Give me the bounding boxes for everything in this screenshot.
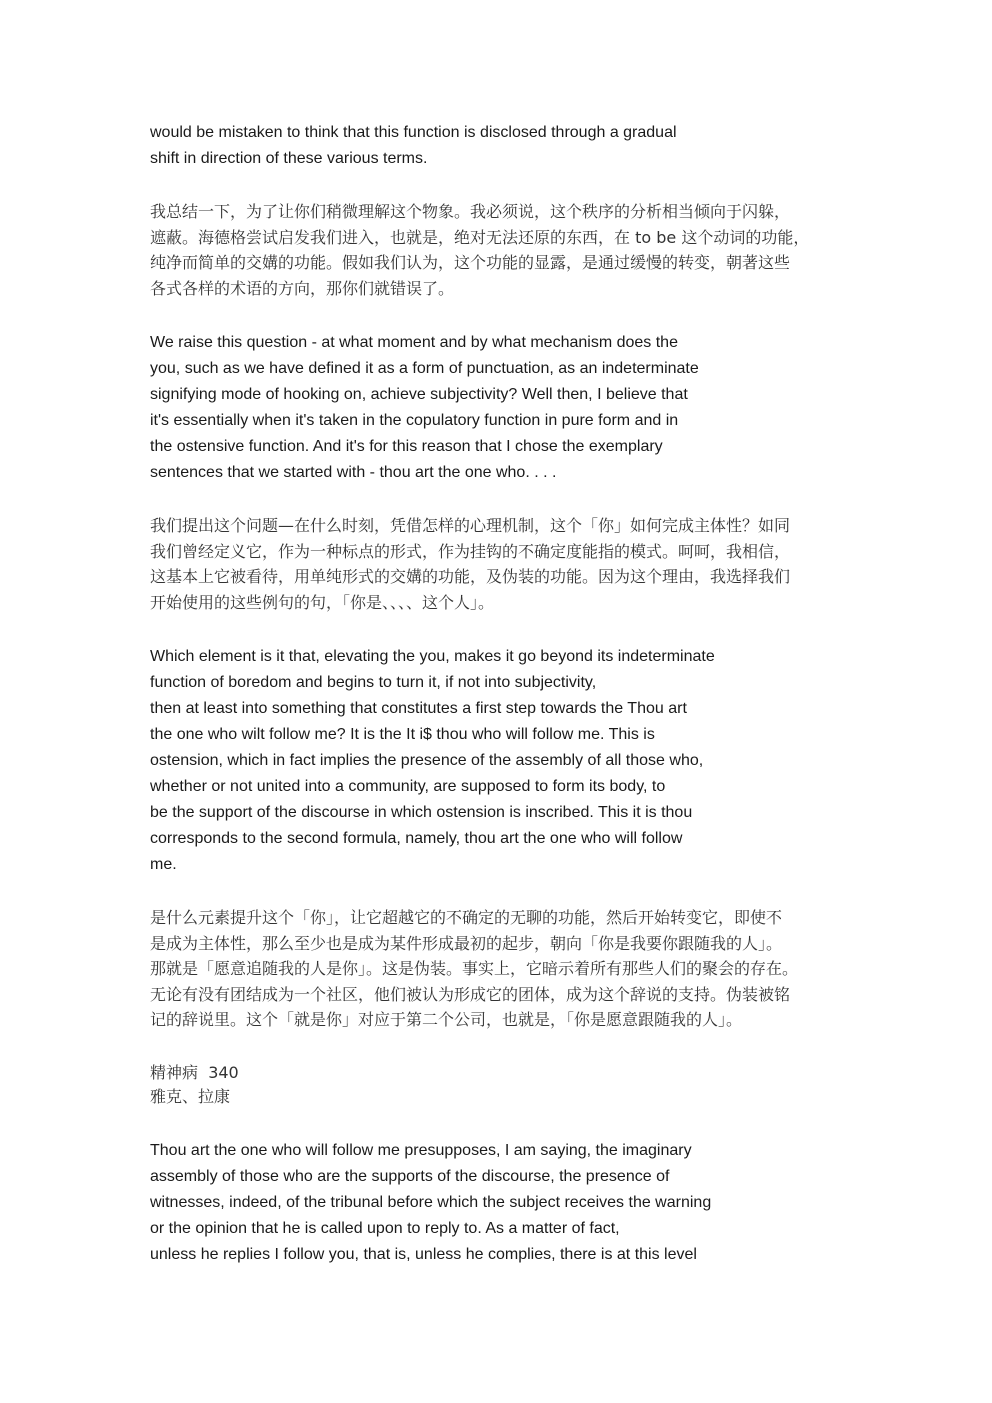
document-page bbox=[150, 120, 850, 1268]
text-line: me. bbox=[150, 856, 177, 873]
text-line: whether or not united into a community, are supposed to form its body, to bbox=[150, 778, 666, 795]
paragraph-1-chinese bbox=[150, 199, 850, 301]
text-line: 这基本上它被看待，用单纯形式的交媾的功能，及伪装的功能。因为这个理由，我选择我们 bbox=[150, 567, 791, 586]
paragraph-2-chinese bbox=[150, 513, 850, 615]
page-number: 340 bbox=[208, 1062, 239, 1082]
text-line: unless he replies I follow you, that is, unless he complies, there is at this level bbox=[150, 1245, 697, 1263]
text-line: be the support of the discourse in which ostension is inscribed. This it is thou bbox=[150, 804, 693, 821]
text-line: 遮蔽。海德格尝试启发我们进入，也就是，绝对无法还原的东西，在 to be 这个动词的功能， bbox=[150, 227, 810, 247]
text-line: We raise this question - at what moment and by what mechanism does the bbox=[150, 334, 678, 351]
running-head bbox=[150, 1061, 850, 1109]
text-line: then at least into something that constitutes a first step towards the Thou art bbox=[150, 700, 687, 717]
text-line: 是成为主体性，那么至少也是成为某件形成最初的起步，朝向「你是我要你跟随我的人」。 bbox=[150, 933, 783, 953]
text-line: the ostensive function. And it's for this reason that I chose the exemplary bbox=[150, 438, 663, 455]
text-line: signifying mode of hooking on, achieve subjectivity? Well then, I believe that bbox=[150, 386, 688, 403]
text-line: Thou art the one who will follow me presupposes, I am saying, the imaginary bbox=[150, 1141, 692, 1159]
text-line: witnesses, indeed, of the tribunal before which the subject receives the warning bbox=[150, 1193, 712, 1211]
paragraph-3-english bbox=[150, 644, 850, 878]
paragraph-2-english bbox=[150, 330, 850, 486]
text-line: would be mistaken to think that this function is disclosed through a gradual bbox=[150, 124, 677, 141]
running-head-author: 雅克、拉康 bbox=[150, 1086, 231, 1106]
paragraph-1-english bbox=[150, 120, 850, 172]
text-line: 是什么元素提升这个「你」，让它超越它的不确定的无聊的功能，然后开始转变它，即使不 bbox=[150, 908, 783, 927]
text-line: you, such as we have defined it as a form of punctuation, as an indeterminate bbox=[150, 360, 699, 377]
paragraph-3-chinese bbox=[150, 905, 850, 1033]
text-line: 开始使用的这些例句的句，「你是、、、、这个人」。 bbox=[150, 592, 495, 612]
text-line: assembly of those who are the supports of the discourse, the presence of bbox=[150, 1167, 670, 1185]
text-line: or the opinion that he is called upon to reply to. As a matter of fact, bbox=[150, 1219, 620, 1237]
text-line: shift in direction of these various terms. bbox=[150, 150, 428, 167]
text-line: 我们提出这个问题—在什么时刻，凭借怎样的心理机制，这个「你」如何完成主体性？如同 bbox=[150, 516, 791, 535]
text-line: function of boredom and begins to turn it, if not into subjectivity, bbox=[150, 674, 597, 691]
text-line: 无论有没有团结成为一个社区，他们被认为形成它的团体，成为这个辞说的支持。伪装被铭 bbox=[150, 984, 791, 1004]
text-line: 各式各样的术语的方向，那你们就错误了。 bbox=[150, 278, 455, 298]
text-line: 我们曾经定义它，作为一种标点的形式，作为挂钩的不确定度能指的模式。呵呵，我相信， bbox=[150, 541, 791, 561]
text-line: the one who wilt follow me? It is the It i$ thou who will follow me. This is bbox=[150, 726, 655, 743]
text-line: sentences that we started with - thou art the one who. . . . bbox=[150, 464, 557, 481]
text-line: Which element is it that, elevating the you, makes it go beyond its indeterminate bbox=[150, 648, 715, 665]
text-line: corresponds to the second formula, namely, thou art the one who will follow bbox=[150, 830, 683, 847]
text-line: 我总结一下，为了让你们稍微理解这个物象。我必须说，这个秩序的分析相当倾向于闪躲， bbox=[150, 202, 791, 221]
text-line: it's essentially when it's taken in the copulatory function in pure form and in bbox=[150, 412, 679, 429]
text-line: 那就是「愿意追随我的人是你」。这是伪装。事实上，它暗示着所有那些人们的聚会的存在。 bbox=[150, 959, 799, 978]
text-line: ostension, which in fact implies the presence of the assembly of all those who, bbox=[150, 752, 704, 769]
text-line: 纯净而简单的交媾的功能。假如我们认为，这个功能的显露，是通过缓慢的转变，朝著这些 bbox=[150, 253, 791, 272]
running-head-title-line bbox=[150, 1061, 850, 1085]
paragraph-4-english bbox=[150, 1138, 850, 1268]
text-line: 记的辞说里。这个「就是你」对应于第二个公司，也就是，「你是愿意跟随我的人」。 bbox=[150, 1010, 743, 1029]
running-head-title: 精神病 bbox=[150, 1062, 199, 1082]
